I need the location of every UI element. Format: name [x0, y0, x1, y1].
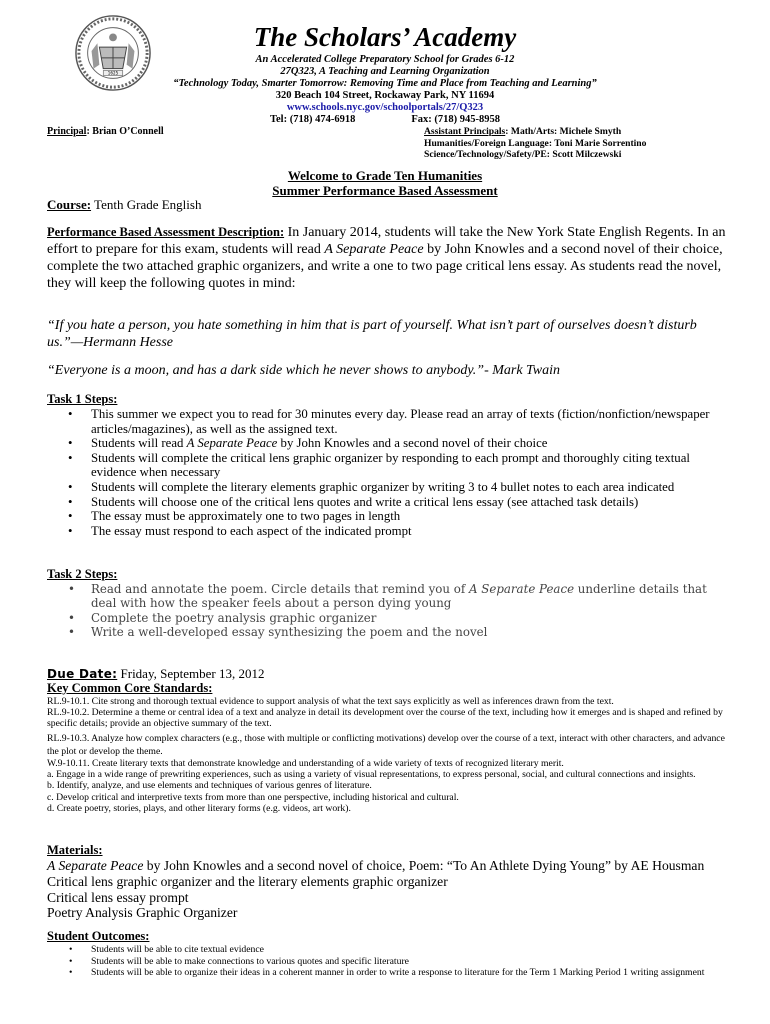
description-text-a: In January 2014, students will take the New York State English Regents. In an effort to prepare for this exam, students will read: [47, 225, 726, 257]
task1-section: [47, 392, 727, 538]
due-date-value: Friday, September 13, 2012: [117, 666, 265, 681]
standard-item: b. Identify, analyze, and use elements and techniques of various genres of literature.: [47, 780, 372, 792]
list-item: [47, 436, 727, 451]
school-subtitle: 27Q323, A Teaching and Learning Organization: [280, 66, 490, 77]
materials-line: Critical lens essay prompt: [47, 889, 189, 905]
list-item-text: Students will read: [91, 436, 187, 451]
task2-section: [47, 567, 727, 640]
bullet-icon: •: [68, 494, 73, 509]
outcomes-list: [47, 944, 727, 979]
list-item: [47, 956, 727, 968]
school-fax: Fax: (718) 945-8958: [411, 114, 500, 125]
list-item-text: by John Knowles and a second novel of their choice: [277, 436, 548, 451]
standards-heading: Key Common Core Standards:: [47, 681, 213, 695]
bullet-icon: •: [68, 407, 73, 421]
list-item-text: Students will be able to cite textual evidence: [91, 944, 264, 955]
list-item: [47, 480, 727, 495]
materials-line: Critical lens graphic organizer and the literary elements graphic organizer: [47, 873, 448, 889]
course-label: Course:: [47, 197, 92, 212]
standards-section: [47, 681, 727, 814]
bullet-icon: •: [68, 610, 75, 625]
bullet-icon: •: [68, 479, 73, 494]
standard-item: RL.9-10.1. Cite strong and thorough textual evidence to support analysis of what the text says explicitly as well as inferences drawn from the text.: [47, 696, 614, 707]
principal: [47, 126, 164, 138]
list-item: [47, 451, 727, 480]
school-tagline: An Accelerated College Preparatory School for Grades 6-12: [255, 54, 515, 65]
school-phone: Tel: (718) 474-6918: [269, 114, 356, 125]
list-item-text: The essay must be approximately one to two pages in length: [91, 509, 401, 524]
bullet-icon: •: [68, 625, 75, 640]
bullet-icon: •: [68, 582, 75, 596]
list-item-text: Students will complete the literary elements graphic organizer by writing 3 to 4 bullet notes to each area indicated: [91, 479, 675, 494]
list-item-text: Students will be able to make connections to various quotes and specific literature: [91, 955, 409, 967]
description-book-title: A Separate Peace: [324, 242, 424, 257]
ap-line-1: : Math/Arts: Michele Smyth: [505, 126, 622, 137]
list-item-text: Read and annotate the poem. Circle details that remind you of: [91, 582, 469, 596]
materials-text: by John Knowles and a second novel of choice, Poem: “To An Athlete Dying Young” by AE Housman: [143, 858, 705, 873]
list-item-text: Students will complete the critical lens graphic organizer by responding to each prompt and thoroughly citing textual evidence when necessary: [91, 450, 690, 480]
list-item-text: Complete the poetry analysis graphic organizer: [91, 610, 377, 625]
standard-item: d. Create poetry, stories, plays, and other literary forms (e.g. videos, art work).: [47, 802, 351, 814]
outcomes-section: [47, 929, 727, 979]
task1-list: [47, 407, 727, 538]
school-name: The Scholars’ Academy: [253, 22, 517, 52]
materials-book-title: A Separate Peace: [47, 858, 144, 873]
list-item: [47, 407, 727, 436]
assessment-title: Summer Performance Based Assessment: [272, 183, 498, 198]
list-item-text: Students will choose one of the critical lens quotes and write a critical lens essay (see attached task details): [91, 494, 639, 509]
list-item: [47, 524, 727, 539]
welcome-title: Welcome to Grade Ten Humanities: [287, 168, 483, 183]
standard-item: W.9-10.11. Create literary texts that demonstrate knowledge and understanding of a wide variety of texts of recognized literary merit.: [47, 758, 564, 770]
bullet-icon: •: [69, 955, 73, 967]
assessment-description: [47, 224, 727, 292]
list-item: [47, 625, 727, 639]
list-item: [47, 495, 727, 510]
ap-line-2: Humanities/Foreign Language: Toni Marie Sorrentino: [424, 137, 647, 149]
school-address: 320 Beach 104 Street, Rockaway Park, NY 11694: [275, 90, 495, 101]
list-item-book-title: A Separate Peace: [468, 582, 575, 596]
due-date-label: Due Date:: [47, 667, 118, 681]
list-item-text: The essay must respond to each aspect of the indicated prompt: [91, 523, 412, 538]
outcomes-heading: Student Outcomes:: [47, 929, 150, 943]
school-phone-fax: [100, 114, 670, 126]
list-item: [47, 611, 727, 625]
materials-line: Poetry Analysis Graphic Organizer: [47, 905, 238, 921]
course-value: Tenth Grade English: [91, 197, 202, 212]
list-item-book-title: A Separate Peace: [186, 436, 278, 451]
bullet-icon: •: [68, 509, 73, 524]
list-item-text: Write a well-developed essay synthesizing the poem and the novel: [91, 625, 488, 640]
ap-label: Assistant Principals: [424, 126, 506, 137]
bullet-icon: •: [69, 944, 73, 955]
due-date-line: [47, 666, 727, 682]
school-motto: “Technology Today, Smarter Tomorrow: Removing Time and Place from Teaching and Learning”: [173, 78, 597, 89]
materials-section: [47, 843, 727, 921]
ap-line-3: Science/Technology/Safety/PE: Scott Milczewski: [424, 149, 622, 160]
quote-twain: “Everyone is a moon, and has a dark side which he never shows to anybody.”- Mark Twain: [47, 363, 561, 378]
list-item: [47, 967, 727, 979]
materials-heading: Materials:: [47, 843, 103, 857]
assistant-principals: [424, 126, 646, 161]
description-text-b: by John Knowles and a second novel of their choice, complete the two attached graphic organizers, and write a one to two page critical lens essay. As students read the novel, they will keep the following quotes in mind:: [47, 242, 723, 291]
task2-heading: Task 2 Steps:: [47, 567, 118, 581]
list-item: [47, 509, 727, 524]
task2-list: [47, 582, 727, 640]
list-item-text: This summer we expect you to read for 30 minutes every day. Please read an array of texts (fiction/nonfiction/newspaper articles/magazines), as well as the assigned text.: [91, 407, 710, 436]
task1-heading: Task 1 Steps:: [47, 392, 118, 406]
seal-year: 1625: [107, 70, 119, 76]
bullet-icon: •: [68, 523, 73, 538]
course-line: [47, 197, 727, 213]
list-item: [47, 582, 727, 611]
principal-name: : Brian O’Connell: [86, 126, 164, 137]
principal-label: Principal: [47, 126, 87, 137]
standard-item: a. Engage in a wide range of prewriting experiences, such as using a variety of visual representations, to express personal, social, and cultural connections and insights.: [47, 769, 696, 781]
standard-item: c. Develop critical and interpretive texts from more than one perspective, including historical and cultural.: [47, 791, 459, 803]
quote-hesse: “If you hate a person, you hate something in him that is part of yourself. What isn’t part of ourselves doesn’t disturb us.”—Hermann Hesse: [47, 318, 697, 350]
bullet-icon: •: [68, 436, 73, 451]
school-website-link[interactable]: www.schools.nyc.gov/schoolportals/27/Q323: [286, 102, 484, 113]
list-item: [47, 944, 727, 956]
materials-line: [47, 858, 727, 874]
bullet-icon: •: [69, 967, 73, 979]
description-label: Performance Based Assessment Description:: [47, 225, 285, 239]
standard-item: RL.9-10.2. Determine a theme or central idea of a text and analyze in detail its development over the course of the text, including how it emerges and is shaped and refined by specific details; provide an objective summary of the text.: [47, 707, 723, 730]
list-item-text: underline details that deal with how the speaker feels about a person dying young: [91, 582, 707, 611]
bullet-icon: •: [68, 450, 73, 465]
standard-item: RL.9-10.3. Analyze how complex characters (e.g., those with multiple or conflicting motivations) develop over the course of a text, interact with other characters, and advance the plot or develop the theme.: [47, 733, 725, 758]
list-item-text: Students will be able to organize their ideas in a coherent manner in order to write a response to literature for the Term 1 Marking Period 1 writing assignment: [91, 967, 705, 979]
